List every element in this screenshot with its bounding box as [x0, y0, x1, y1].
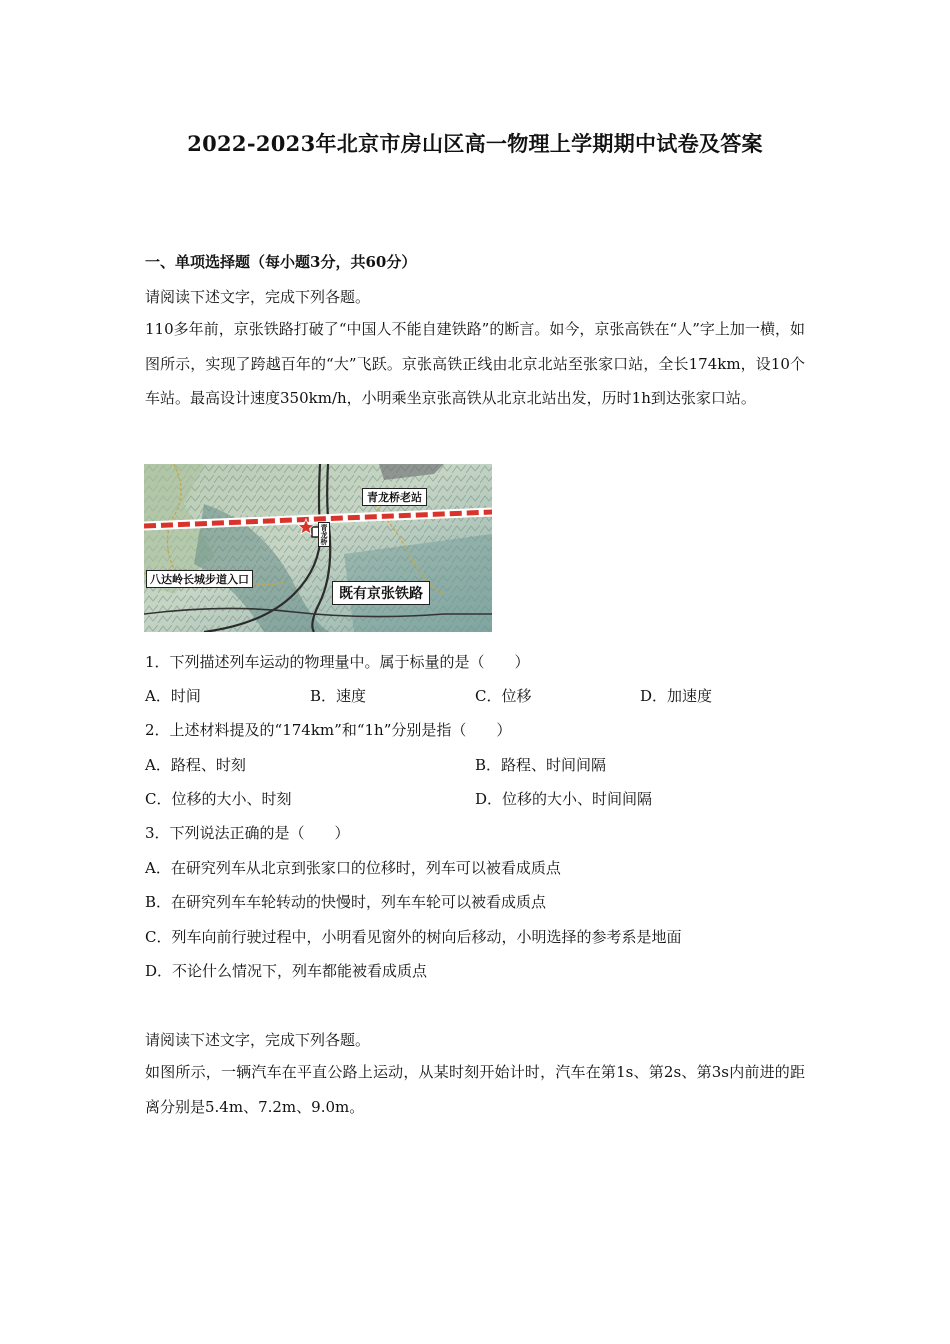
question-2-stem: 2．上述材料提及的“174km”和“1h”分别是指（ ） [145, 721, 512, 739]
question-1-option-b[interactable]: B．速度 [310, 687, 367, 705]
map-label-badaling: 八达岭长城步道入口 [146, 570, 253, 588]
question-1-option-c[interactable]: C．位移 [475, 687, 532, 705]
railway-map-graphic [144, 464, 492, 632]
document-title: 2022-2023年北京市房山区高一物理上学期期中试卷及答案 [187, 131, 763, 156]
reading-instruction-1: 请阅读下述文字，完成下列各题。 [145, 288, 371, 306]
question-2-option-a[interactable]: A．路程、时刻 [145, 756, 246, 774]
map-label-qinglongqiao: 青龙桥 [320, 524, 328, 545]
question-3-option-d[interactable]: D．不论什么情况下，列车都能被看成质点 [145, 962, 428, 980]
passage-jingzhang-railway: 110多年前，京张铁路打破了“中国人不能自建铁路”的断言。如今，京张高铁在“人”字上加一横，如图所示，实现了跨越百年的“大”飞跃。京张高铁正线由北京北站至张家口站，全长174km，设10个车站。最高设计速度350km/h，小明乘坐京张高铁从北京北站出发，历时1h到达张家口站。 [145, 320, 805, 407]
map-label-station: 青龙桥老站 [362, 488, 427, 506]
question-3-option-a[interactable]: A．在研究列车从北京到张家口的位移时，列车可以被看成质点 [145, 859, 561, 877]
railway-map-image [144, 464, 492, 632]
question-3-option-c[interactable]: C．列车向前行驶过程中，小明看见窗外的树向后移动，小明选择的参考系是地面 [145, 928, 682, 946]
question-2-option-d[interactable]: D．位移的大小、时间间隔 [475, 790, 653, 808]
question-1-option-d[interactable]: D．加速度 [640, 687, 713, 705]
question-3-stem: 3．下列说法正确的是（ ） [145, 824, 350, 842]
passage-car-motion: 如图所示，一辆汽车在平直公路上运动，从某时刻开始计时，汽车在第1s、第2s、第3s内前进的距离分别是5.4m、7.2m、9.0m。 [145, 1063, 805, 1116]
map-label-railway: 既有京张铁路 [332, 581, 430, 605]
section-heading: 一、单项选择题（每小题3分，共60分） [145, 253, 417, 271]
question-2-option-c[interactable]: C．位移的大小、时刻 [145, 790, 292, 808]
reading-instruction-2: 请阅读下述文字，完成下列各题。 [145, 1031, 371, 1049]
question-2-option-b[interactable]: B．路程、时间间隔 [475, 756, 607, 774]
question-1-stem: 1．下列描述列车运动的物理量中。属于标量的是（ ） [145, 653, 530, 671]
question-1-option-a[interactable]: A．时间 [145, 687, 201, 705]
question-3-option-b[interactable]: B．在研究列车车轮转动的快慢时，列车车轮可以被看成质点 [145, 893, 547, 911]
